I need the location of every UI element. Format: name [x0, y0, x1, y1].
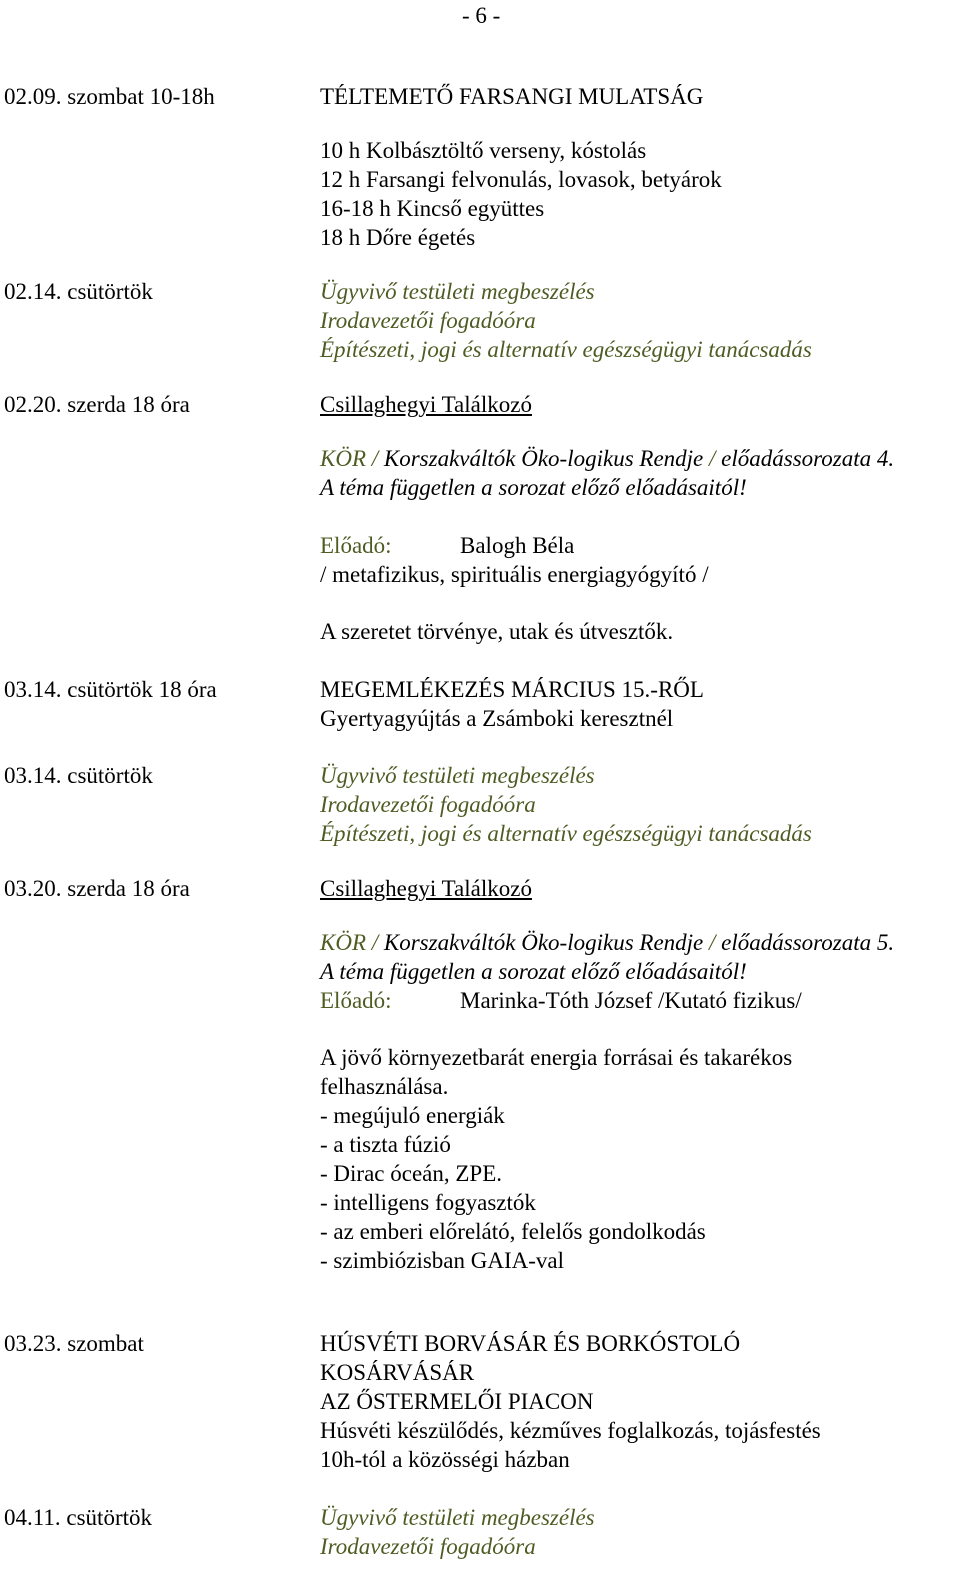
speaker-line — [320, 987, 802, 1015]
topic-line: A jövő környezetbarát energia forrásai és takarékos — [320, 1045, 793, 1070]
event-line: Ügyvivő testületi megbeszélés — [320, 279, 595, 304]
topic-line: felhasználása. — [320, 1074, 449, 1099]
event-line: MEGEMLÉKEZÉS MÁRCIUS 15.-RŐL — [320, 677, 704, 702]
lecture-topic: A szeretet törvénye, utak és útvesztők. — [320, 619, 674, 644]
event-date: 02.09. szombat 10-18h — [4, 84, 215, 109]
event-line: Húsvéti készülődés, kézműves foglalkozás, tojásfestés — [320, 1418, 821, 1443]
topic-line: - megújuló energiák — [320, 1103, 505, 1128]
event-line: Irodavezetői fogadóóra — [320, 792, 536, 817]
series-note: A téma független a sorozat előző előadásaitól! — [320, 959, 747, 984]
series-name: Korszakváltók Öko-logikus Rendje — [383, 446, 704, 471]
speaker-line — [320, 532, 574, 560]
topic-line: - szimbiózisban GAIA-val — [320, 1248, 564, 1273]
event-date: 02.20. szerda 18 óra — [4, 392, 190, 417]
series-prefix: KÖR — [320, 446, 366, 471]
event-title: Csillaghegyi Találkozó — [320, 392, 532, 417]
event-line: Irodavezetői fogadóóra — [320, 308, 536, 333]
series-sep: / — [703, 446, 722, 471]
series-sep: / — [703, 930, 722, 955]
series-suffix: előadássorozata 4. — [721, 446, 895, 471]
event-date: 04.11. csütörtök — [4, 1505, 152, 1530]
event-title: TÉLTEMETŐ FARSANGI MULATSÁG — [320, 84, 704, 109]
event-line: Ügyvivő testületi megbeszélés — [320, 1505, 595, 1530]
event-line: 10h-tól a közösségi házban — [320, 1447, 570, 1472]
event-line: Ügyvivő testületi megbeszélés — [320, 763, 595, 788]
series-name: Korszakváltók Öko-logikus Rendje — [383, 930, 704, 955]
series-suffix: előadássorozata 5. — [721, 930, 895, 955]
event-line: KOSÁRVÁSÁR — [320, 1360, 475, 1385]
event-date: 02.14. csütörtök — [4, 279, 153, 304]
event-line: AZ ŐSTERMELŐI PIACON — [320, 1389, 594, 1414]
event-item: 12 h Farsangi felvonulás, lovasok, betyárok — [320, 167, 722, 192]
lecture-series-line — [320, 445, 894, 473]
topic-line: - az emberi előrelátó, felelős gondolkodás — [320, 1219, 706, 1244]
event-item: 16-18 h Kincső együttes — [320, 196, 545, 221]
event-line: HÚSVÉTI BORVÁSÁR ÉS BORKÓSTOLÓ — [320, 1331, 741, 1356]
event-item: 18 h Dőre égetés — [320, 225, 476, 250]
speaker-name: Balogh Béla — [460, 533, 575, 558]
event-line: Gyertyagyújtás a Zsámboki keresztnél — [320, 706, 674, 731]
lecture-series-line — [320, 929, 894, 957]
series-prefix: KÖR — [320, 930, 366, 955]
page-number: - 6 - — [462, 3, 501, 28]
speaker-name: Marinka-Tóth József /Kutató fizikus/ — [460, 988, 802, 1013]
event-item: 10 h Kolbásztöltő verseny, kóstolás — [320, 138, 647, 163]
event-line: Irodavezetői fogadóóra — [320, 1534, 536, 1559]
event-date: 03.14. csütörtök 18 óra — [4, 677, 217, 702]
event-date: 03.23. szombat — [4, 1331, 144, 1356]
series-sep: / — [366, 446, 384, 471]
event-line: Építészeti, jogi és alternatív egészségügyi tanácsadás — [320, 821, 812, 846]
event-date: 03.14. csütörtök — [4, 763, 153, 788]
series-note: A téma független a sorozat előző előadásaitól! — [320, 475, 747, 500]
event-date: 03.20. szerda 18 óra — [4, 876, 190, 901]
event-title: Csillaghegyi Találkozó — [320, 876, 532, 901]
speaker-description: / metafizikus, spirituális energiagyógyító / — [320, 562, 709, 587]
speaker-label: Előadó: — [320, 533, 392, 558]
topic-line: - intelligens fogyasztók — [320, 1190, 536, 1215]
topic-line: - a tiszta fúzió — [320, 1132, 451, 1157]
series-sep: / — [366, 930, 384, 955]
event-line: Építészeti, jogi és alternatív egészségügyi tanácsadás — [320, 337, 812, 362]
speaker-label: Előadó: — [320, 988, 392, 1013]
topic-line: - Dirac óceán, ZPE. — [320, 1161, 503, 1186]
